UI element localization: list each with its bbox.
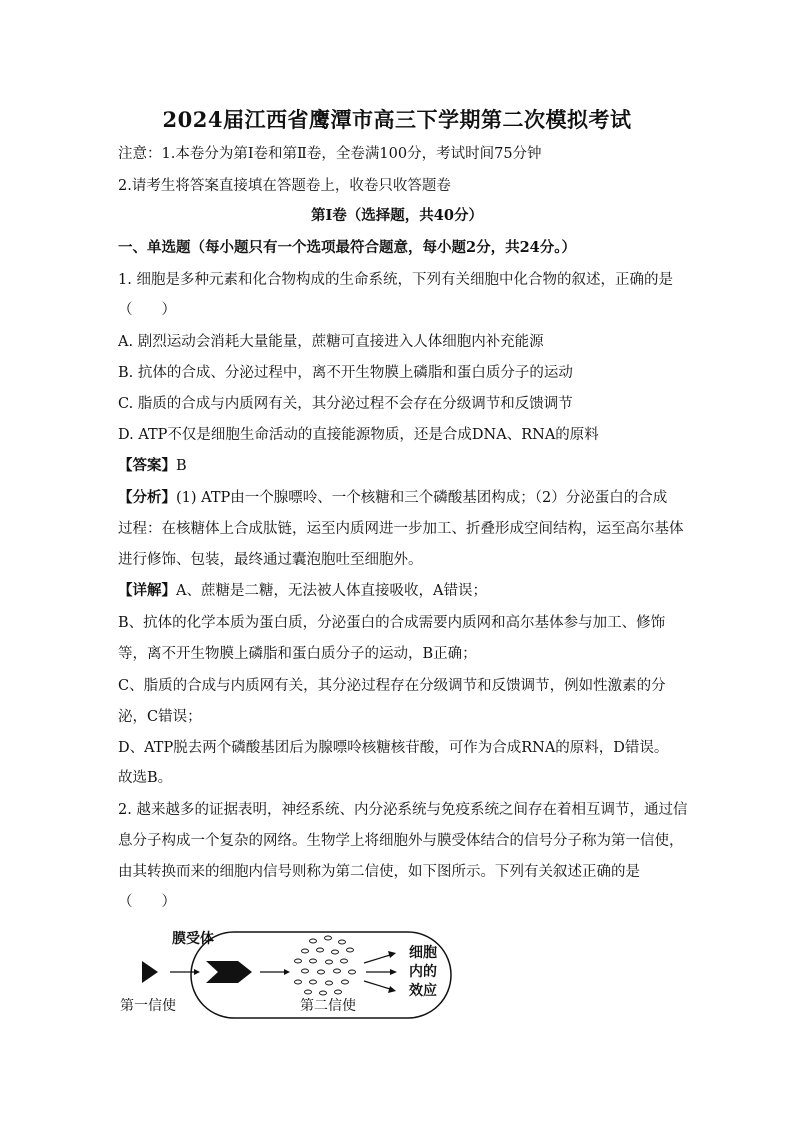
q1-stem-line-2: （ ） [118, 302, 176, 318]
q1-detail-line-4: C、脂质的合成与内质网有关，其分泌过程存在分级调节和反馈调节，例如性激素的分 [118, 678, 666, 694]
q1-detail-line-2: B、抗体的化学本质为蛋白质，分泌蛋白的合成需要内质网和高尔基体参与加工、修饰 [118, 615, 666, 631]
answer-label: 【答案】 [118, 457, 176, 474]
q2-stem-line-1: 2. 越来越多的证据表明，神经系统、内分泌系统与免疫系统之间存在着相互调节，通过信 [118, 802, 688, 818]
q1-stem-line-1: 1. 细胞是多种元素和化合物构成的生命系统，下列有关细胞中化合物的叙述，正确的是 [118, 272, 673, 288]
answer-value: B [176, 458, 187, 474]
second-messenger-diagram [118, 925, 498, 1025]
first-messenger-label: 第一信使 [120, 998, 176, 1014]
membrane-receptor-label: 膜受体 [172, 931, 214, 947]
section-title: 第Ⅰ卷（选择题，共40分） [311, 207, 483, 224]
q1-option-d: D. ATP不仅是细胞生命活动的直接能源物质，还是合成DNA、RNA的原料 [118, 427, 599, 443]
q1-analysis-line-1 [118, 488, 678, 508]
effect-label-1: 细胞 [409, 945, 437, 961]
note-line-1: 注意：1.本卷分为第Ⅰ卷和第Ⅱ卷，全卷满100分，考试时间75分钟 [118, 146, 542, 162]
q2-stem-line-4: （ ） [118, 894, 176, 910]
q1-detail-line-6: D、ATP脱去两个磷酸基团后为腺嘌呤核糖核苷酸，可作为合成RNA的原料，D错误。 [118, 740, 669, 756]
q1-option-c: C. 脂质的合成与内质网有关，其分泌过程不会存在分级调节和反馈调节 [118, 396, 573, 412]
q2-stem-line-2: 息分子构成一个复杂的网络。生物学上将细胞外与膜受体结合的信号分子称为第一信使， [118, 833, 684, 849]
first-messenger-triangle [142, 961, 158, 983]
analysis-label: 【分析】 [118, 489, 176, 506]
q1-detail-line-1 [118, 581, 678, 601]
detail-text: A、蔗糖是二糖，无法被人体直接吸收，A错误； [176, 583, 487, 599]
effect-label-3: 效应 [409, 983, 437, 999]
q1-option-a: A. 剧烈运动会消耗大量能量，蔗糖可直接进入人体细胞内补充能源 [118, 334, 544, 350]
membrane-receptor-shape [206, 961, 252, 983]
note-line-2: 2.请考生将答案直接填在答题卷上，收卷只收答题卷 [118, 178, 451, 194]
q1-answer [118, 456, 678, 476]
q1-analysis-line-3: 进行修饰、包装，最终通过囊泡胞吐至细胞外。 [118, 552, 423, 568]
second-messenger-dots [295, 936, 356, 995]
q2-stem-line-3: 由其转换而来的细胞内信号则称为第二信使，如下图所示。下列有关叙述正确的是 [118, 864, 640, 880]
exam-title: 2024届江西省鹰潭市高三下学期第二次模拟考试 [162, 107, 632, 132]
detail-label: 【详解】 [118, 582, 176, 599]
q1-detail-line-3: 等，离不开生物膜上磷脂和蛋白质分子的运动，B正确； [118, 646, 477, 662]
effect-label-2: 内的 [409, 964, 437, 980]
second-messenger-label: 第二信使 [300, 998, 356, 1014]
q1-detail-line-5: 泌，C错误； [118, 709, 202, 725]
analysis-text: (1) ATP由一个腺嘌呤、一个核糖和三个磷酸基团构成；（2）分泌蛋白的合成 [176, 490, 668, 506]
q1-detail-line-7: 故选B。 [118, 770, 173, 786]
q1-option-b: B. 抗体的合成、分泌过程中，离不开生物膜上磷脂和蛋白质分子的运动 [118, 365, 573, 381]
part-title: 一、单选题（每小题只有一个选项最符合题意，每小题2分，共24分。） [118, 239, 577, 256]
q1-analysis-line-2: 过程：在核糖体上合成肽链，运至内质网进一步加工、折叠形成空间结构，运至高尔基体 [118, 521, 684, 537]
effect-arrows [364, 955, 390, 989]
